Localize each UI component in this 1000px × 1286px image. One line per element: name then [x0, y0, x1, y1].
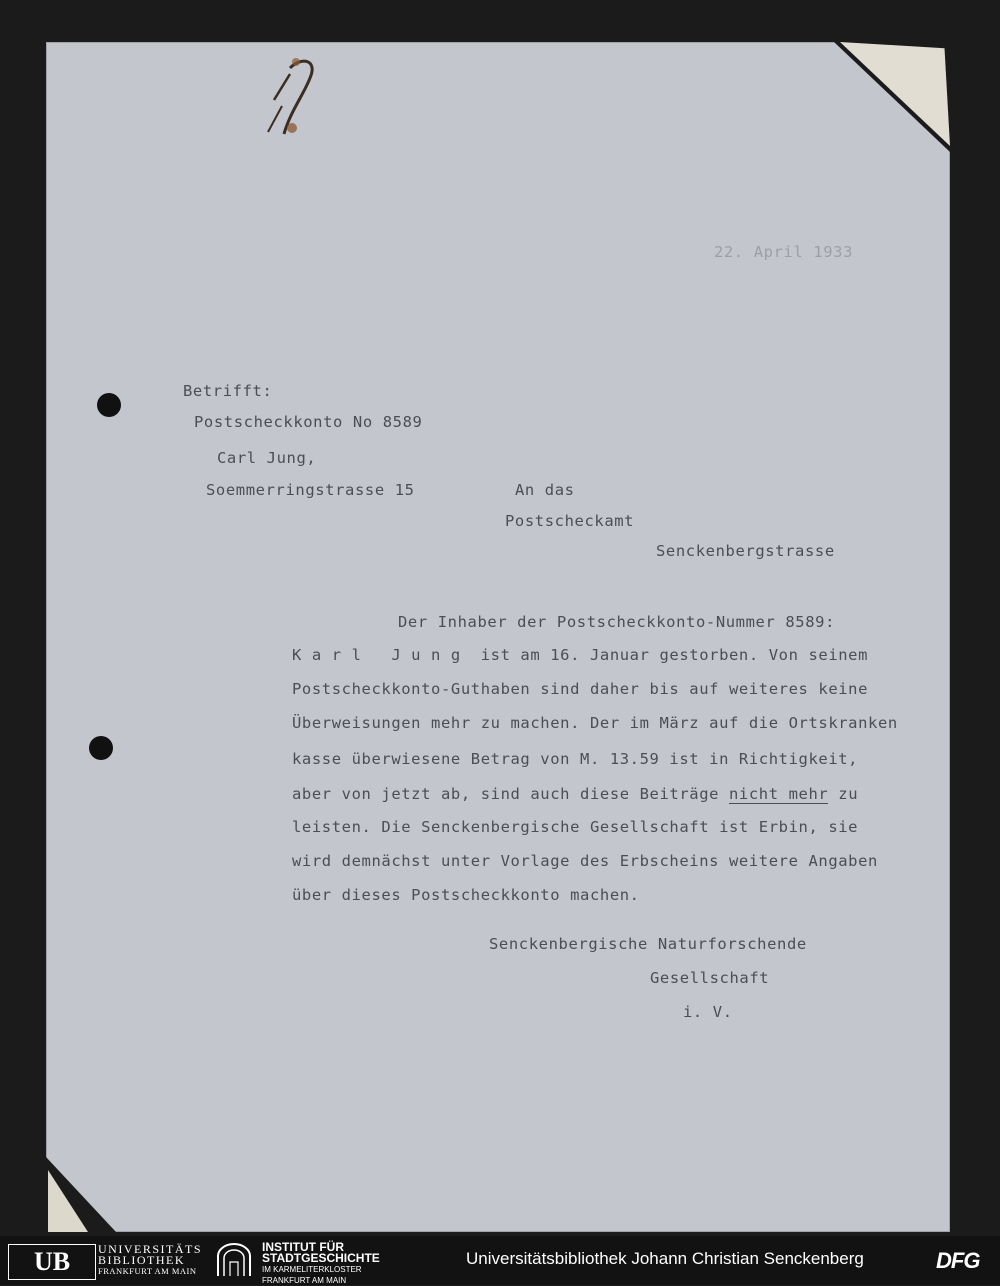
body-line: Überweisungen mehr zu machen. Der im März auf die Ortskranken [292, 714, 898, 732]
body-line [292, 785, 858, 803]
body-line: K a r l J u n g ist am 16. Januar gestorben. Von seinem [292, 646, 869, 664]
footer-bar [0, 1236, 1000, 1285]
handwritten-mark [260, 54, 330, 142]
ub-name-line: FRANKFURT AM MAIN [98, 1266, 197, 1276]
subject-line: Postscheckkonto No 8589 [194, 413, 423, 431]
dfg-logo[interactable]: DFG [936, 1248, 980, 1273]
footer-title: Universitätsbibliothek Johann Christian Senckenberg [466, 1249, 864, 1268]
subject-line: Soemmerringstrasse 15 [206, 481, 415, 499]
subject-heading: Betrifft: [183, 382, 273, 400]
underlined-phrase: nicht mehr [729, 785, 829, 803]
ub-logo[interactable]: UB [8, 1244, 96, 1280]
letter-date: 22. April 1933 [714, 243, 854, 261]
body-line: Postscheckkonto-Guthaben sind daher bis auf weiteres keine [292, 680, 869, 698]
signature-line: i. V. [683, 1003, 733, 1021]
isg-name-line: INSTITUT FÜR [262, 1240, 344, 1254]
body-line: über dieses Postscheckkonto machen. [292, 886, 640, 904]
body-line: wird demnächst unter Vorlage des Erbscheins weitere Angaben [292, 852, 878, 870]
signature-line: Senckenbergische Naturforschende [489, 935, 807, 953]
ub-name-line: UNIVERSITÄTS [98, 1242, 202, 1256]
punch-hole-bottom [89, 736, 113, 760]
signature-line: Gesellschaft [650, 969, 770, 987]
isg-name-line: STADTGESCHICHTE [262, 1251, 380, 1265]
isg-name-line: IM KARMELITERKLOSTER [262, 1265, 362, 1274]
body-line-text: aber von jetzt ab, sind auch diese Beiträge [292, 785, 729, 803]
isg-name [262, 1242, 380, 1286]
isg-name-line: FRANKFURT AM MAIN [262, 1276, 347, 1285]
punch-hole-top [97, 393, 121, 417]
recipient-line: Postscheckamt [505, 512, 635, 530]
ub-name [98, 1244, 202, 1277]
body-line-text: zu [828, 785, 859, 803]
letter-sheet [46, 42, 950, 1232]
body-line: kasse überwiesene Betrag von M. 13.59 ist in Richtigkeit, [292, 750, 859, 768]
isg-arch-icon[interactable] [214, 1242, 254, 1278]
body-line: leisten. Die Senckenbergische Gesellschaft ist Erbin, sie [292, 818, 859, 836]
recipient-line: Senckenbergstrasse [656, 542, 835, 560]
recipient-line: An das [515, 481, 575, 499]
body-line: Der Inhaber der Postscheckkonto-Nummer 8589: [398, 613, 835, 631]
subject-line: Carl Jung, [217, 449, 317, 467]
ub-name-line: BIBLIOTHEK [98, 1253, 185, 1267]
